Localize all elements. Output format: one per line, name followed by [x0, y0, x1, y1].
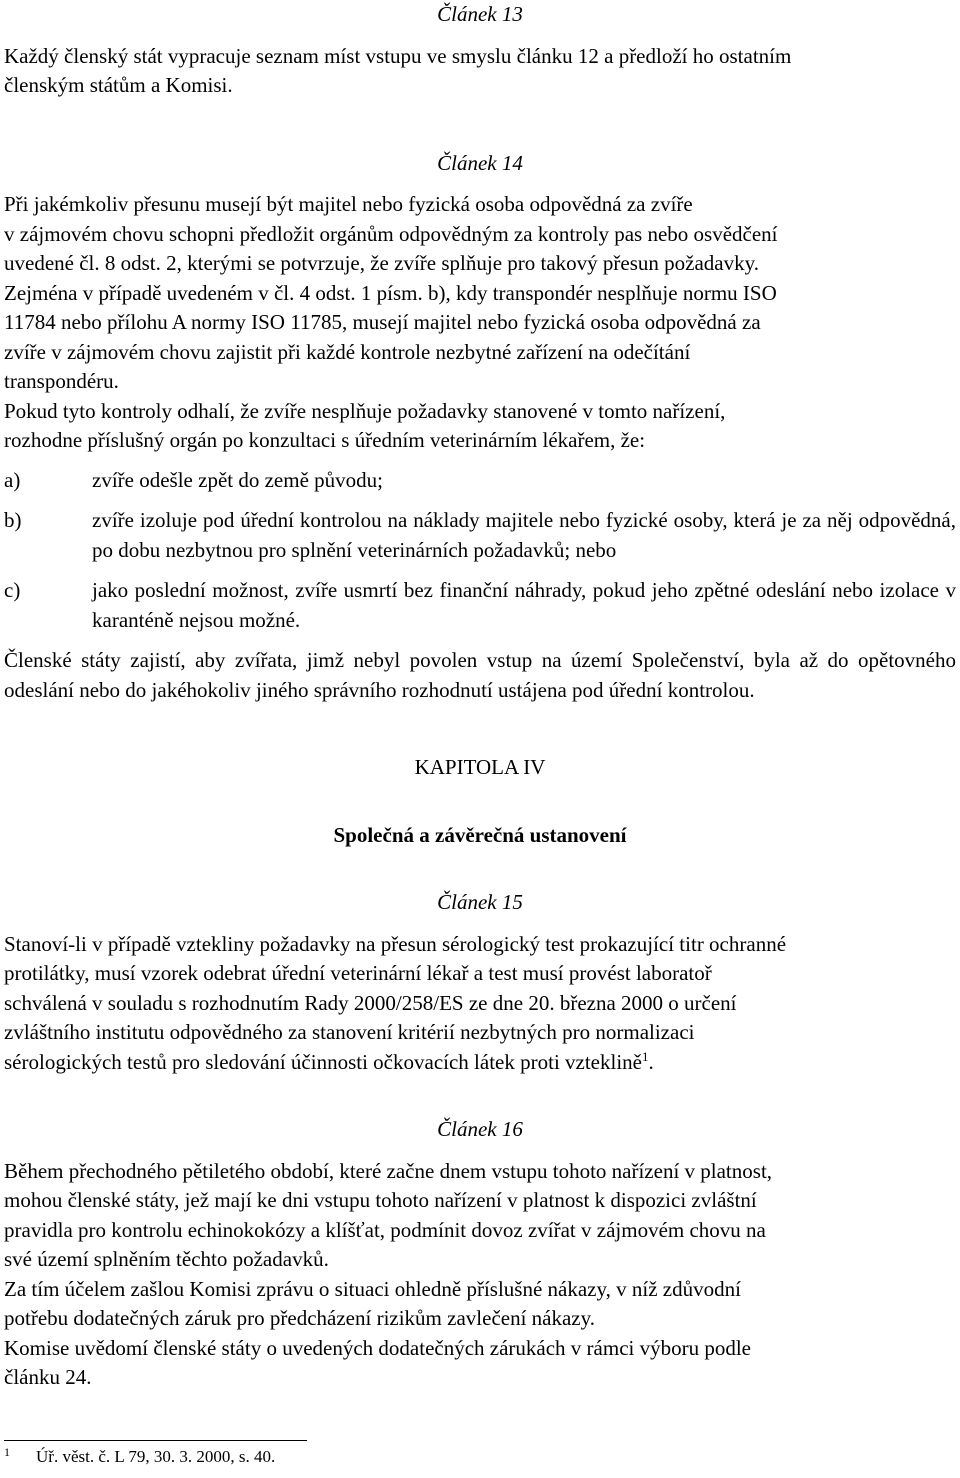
text-line: své území splněním těchto požadavků. — [4, 1247, 329, 1271]
chapter-title: KAPITOLA IV — [414, 755, 546, 779]
list-item-label: b) — [4, 508, 22, 532]
article-15-body — [4, 930, 956, 1078]
text-line: uvedené čl. 8 odst. 2, kterými se potvrzuje, že zvíře splňuje pro takový přesun požadavky. — [4, 251, 759, 275]
footnote-reference[interactable]: 1 — [642, 1048, 649, 1064]
footnote-number: 1 — [4, 1445, 10, 1459]
article-16-heading: Článek 16 — [437, 1117, 523, 1141]
list-item-label: c) — [4, 578, 21, 602]
list-item — [4, 506, 956, 565]
text-line: transpondéru. — [4, 369, 119, 393]
list-item-text: zvíře izoluje pod úřední kontrolou na náklady majitele nebo fyzické osoby, která je za něj odpovědná, po dobu nezbytnou pro splnění veterinárních požadavků; nebo — [92, 508, 956, 562]
footnote-divider — [4, 1440, 307, 1441]
text-line: členským státům a Komisi. — [4, 73, 233, 97]
article-15-heading: Článek 15 — [437, 890, 523, 914]
list-item-label: a) — [4, 467, 21, 492]
text-line: v zájmovém chovu schopni předložit orgánům odpovědným za kontroly pas nebo osvědčení — [4, 221, 778, 246]
article-14-body — [4, 190, 956, 456]
measures-list — [4, 466, 956, 636]
article-13-body — [4, 42, 956, 101]
text-line: Komise uvědomí členské státy o uvedených dodatečných zárukách v rámci výboru podle — [4, 1335, 752, 1360]
text-line — [4, 1048, 956, 1078]
text-line: schválená v souladu s rozhodnutím Rady 2000/258/ES ze dne 20. března 2000 o určení — [4, 990, 737, 1015]
article-13-heading: Článek 13 — [437, 2, 523, 26]
list-item-text: jako poslední možnost, zvíře usmrtí bez finanční náhrady, pokud jeho zpětné odeslání nebo izolace v karanténě nejsou možné. — [92, 578, 956, 632]
article-14-heading: Článek 14 — [437, 150, 523, 175]
list-item — [4, 466, 956, 496]
text-line: Při jakémkoliv přesunu musejí být majitel nebo fyzická osoba odpovědná za zvíře — [4, 192, 693, 216]
chapter-subtitle: Společná a závěrečná ustanovení — [333, 822, 627, 847]
text-line: Zejména v případě uvedeném v čl. 4 odst. 1 písm. b), kdy transpondér nesplňuje normu ISO — [4, 280, 777, 305]
text-line: zvíře v zájmovém chovu zajistit při každé kontrole nezbytné zařízení na odečítání — [4, 339, 691, 364]
text-line: Pokud tyto kontroly odhalí, že zvíře nesplňuje požadavky stanovené v tomto nařízení, — [4, 398, 726, 423]
text-line: protilátky, musí vzorek odebrat úřední veterinární lékař a test musí provést laboratoř — [4, 961, 712, 985]
last-line-punct: . — [648, 1049, 654, 1074]
text-line: Během přechodného pětiletého období, které začne dnem vstupu tohoto nařízení v platnost, — [4, 1158, 773, 1183]
text-line: potřebu dodatečných záruk pro předcházení rizikům zavlečení nákazy. — [4, 1306, 596, 1330]
text-line: pravidla pro kontrolu echinokokózy a klíšťat, podmínit dovoz zvířat v zájmovém chovu na — [4, 1217, 766, 1242]
text-line: 11784 nebo přílohu A normy ISO 11785, musejí majitel nebo fyzická osoba odpovědná za — [4, 310, 761, 334]
article-16-body — [4, 1157, 956, 1393]
text-line: Za tím účelem zašlou Komisi zprávu o situaci ohledně příslušné nákazy, v níž zdůvodní — [4, 1276, 741, 1301]
last-line-text: sérologických testů pro sledování účinnosti očkovacích látek proti vzteklině — [4, 1049, 642, 1074]
text-line: Stanoví-li v případě vztekliny požadavky na přesun sérologický test prokazující titr ochranné — [4, 931, 787, 956]
text-line: zvláštního institutu odpovědného za stanovení kritérií nezbytných pro normalizaci — [4, 1020, 695, 1044]
article-14-closing: Členské státy zajistí, aby zvířata, jimž nebyl povolen vstup na území Společenství, byla až do opětovného odeslání nebo do jakéhokoliv jiného správního rozhodnutí ustájena pod úřední kontrolou. — [4, 648, 956, 702]
text-line: mohou členské státy, jež mají ke dni vstupu tohoto nařízení v platnost k dispozici zvláštní — [4, 1188, 757, 1212]
list-item-text: zvíře odešle zpět do země původu; — [92, 467, 383, 492]
text-line: článku 24. — [4, 1365, 92, 1389]
text-line: Každý členský stát vypracuje seznam míst vstupu ve smyslu článku 12 a předloží ho ostatním — [4, 43, 792, 68]
footnote — [4, 1446, 275, 1468]
footnote-text: Úř. věst. č. L 79, 30. 3. 2000, s. 40. — [36, 1447, 276, 1466]
text-line: rozhodne příslušný orgán po konzultaci s úředním veterinárním lékařem, že: — [4, 428, 646, 452]
list-item — [4, 576, 956, 635]
